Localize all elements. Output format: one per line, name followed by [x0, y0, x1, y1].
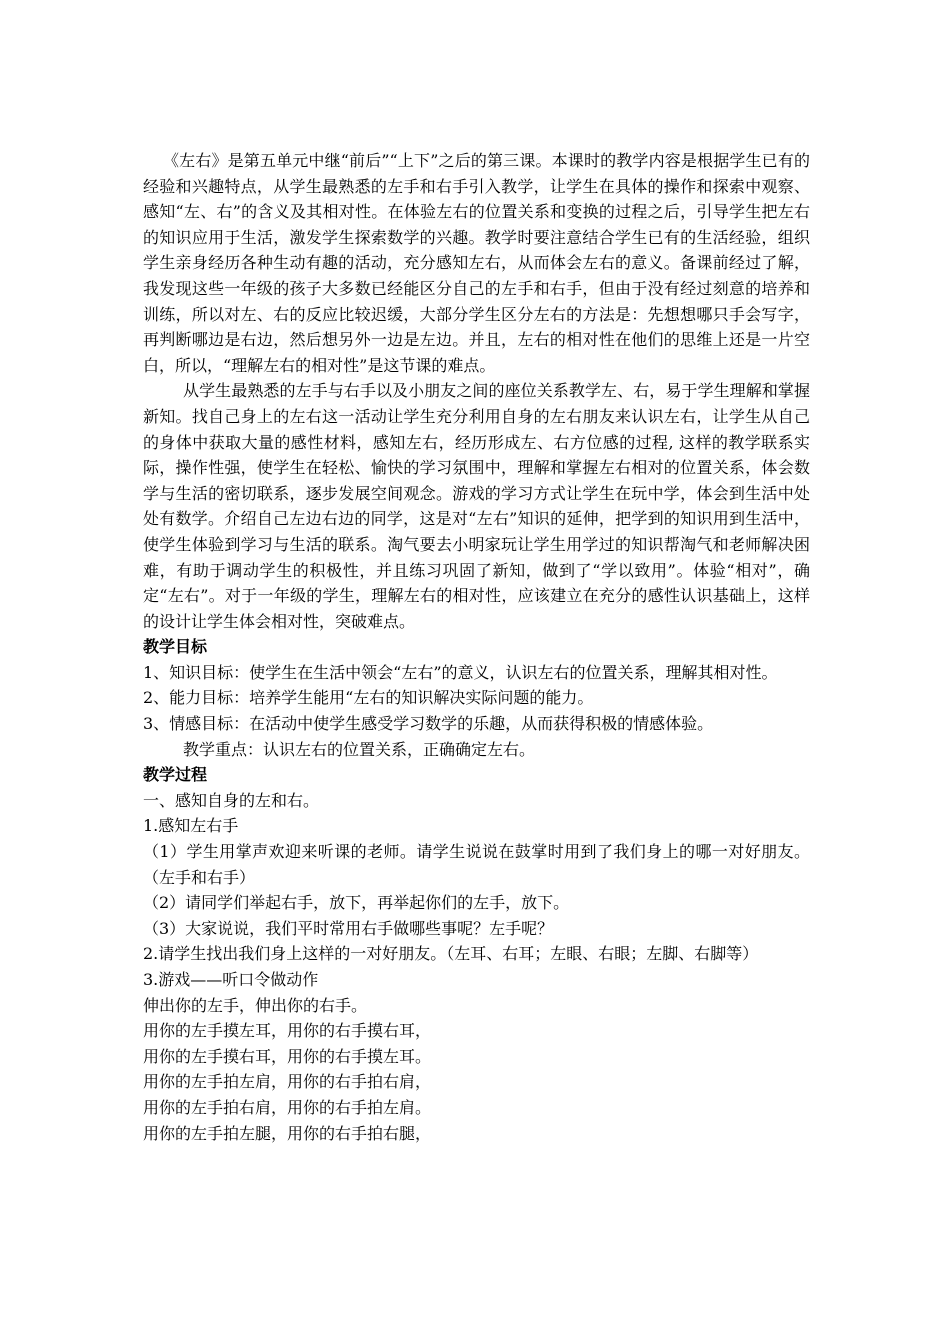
goal-item-ability: 2、能力目标：培养学生能用“左右的知识解决实际问题的能力。: [143, 688, 594, 708]
teaching-key-point: 教学重点：认识左右的位置关系，正确确定左右。: [183, 739, 536, 759]
intro-paragraph-1: 《左右》是第五单元中继“前后”“上下”之后的第三课。本课时的教学内容是根据学生已有的经验和兴趣特点，从学生最熟悉的左手和右手引入教学，让学生在具体的操作和探索中观察、感知“左、右”的含义及其相对性。在体验左右的位置关系和变换的过程之后，引导学生把左右的知识应用于生活，激发学生探索数学的兴趣。教学时要注意结合学生已有的生活经验，组织学生亲身经历各种生动有趣的活动，充分感知左右，从而体会左右的意义。备课前经过了解，我发现这些一年级的孩子大多数已经能区分自己的左手和右手，但由于没有经过刻意的培养和训练，所以对左、右的反应比较迟缓，大部分学生区分左右的方法是：先想想哪只手会写字，再判断哪边是右边，然后想另外一边是左边。并且，左右的相对性在他们的思维上还是一片空白，所以，“理解左右的相对性”是这节课的难点。: [143, 151, 810, 375]
game-line: 用你的左手拍右肩，用你的右手拍左肩。: [143, 1097, 432, 1117]
process-section-1: 一、感知自身的左和右。: [143, 790, 320, 810]
process-step-1: 1.感知左右手: [143, 816, 239, 836]
game-line: 用你的左手摸左耳，用你的右手摸右耳，: [143, 1021, 432, 1041]
goal-item-emotion: 3、情感目标：在活动中使学生感受学习数学的乐趣，从而获得积极的情感体验。: [143, 714, 714, 734]
intro-paragraph-2: 从学生最熟悉的左手与右手以及小朋友之间的座位关系教学左、右，易于学生理解和掌握新知。找自己身上的左右这一活动让学生充分利用自身的左右朋友来认识左右，让学生从自己的身体中获取大量的感性材料，感知左右，经历形成左、右方位感的过程, 这样的教学联系实际，操作性强，使学生在轻松、愉快的学习氛围中，理解和掌握左右相对的位置关系，体会数学与生活的密切联系，逐步发展空间观念。游戏的学习方式让学生在玩中学，体会到生活中处处有数学。介绍自己左边右边的同学，这是对“左右”知识的延伸，把学到的知识用到生活中，使学生体验到学习与生活的联系。淘气要去小明家玩让学生用学过的知识帮淘气和老师解决困难，有助于调动学生的积极性，并且练习巩固了新知，做到了“学以致用”。体验“相对”，确定“左右”。对于一年级的学生，理解左右的相对性，应该建立在充分的感性认识基础上，这样的设计让学生体会相对性，突破难点。: [143, 381, 810, 631]
game-line: 用你的左手拍左腿，用你的右手拍右腿，: [143, 1123, 432, 1143]
process-substep-2: （2）请同学们举起右手，放下，再举起你们的左手，放下。: [143, 893, 570, 913]
process-step-2: 2.请学生找出我们身上这样的一对好朋友。（左耳、右耳；左眼、右眼；左脚、右脚等）: [143, 944, 759, 964]
game-line: 伸出你的左手，伸出你的右手。: [143, 995, 368, 1015]
document-page: [143, 148, 810, 1146]
game-line: 用你的左手摸右耳，用你的右手摸左耳。: [143, 1046, 432, 1066]
process-substep-3: （3）大家说说，我们平时常用右手做哪些事呢？左手呢？: [143, 918, 554, 938]
process-substep-1: （1）学生用掌声欢迎来听课的老师。请学生说说在鼓掌时用到了我们身上的哪一对好朋友。（左手和右手）: [143, 842, 810, 887]
game-line: 用你的左手拍左肩，用你的右手拍右肩，: [143, 1072, 432, 1092]
goals-heading: 教学目标: [143, 637, 208, 657]
process-step-3: 3.游戏——听口令做动作: [143, 970, 319, 989]
process-heading: 教学过程: [143, 765, 208, 785]
goal-item-knowledge: 1、知识目标：使学生在生活中领会“左右”的意义，认识左右的位置关系，理解其相对性。: [143, 662, 778, 682]
